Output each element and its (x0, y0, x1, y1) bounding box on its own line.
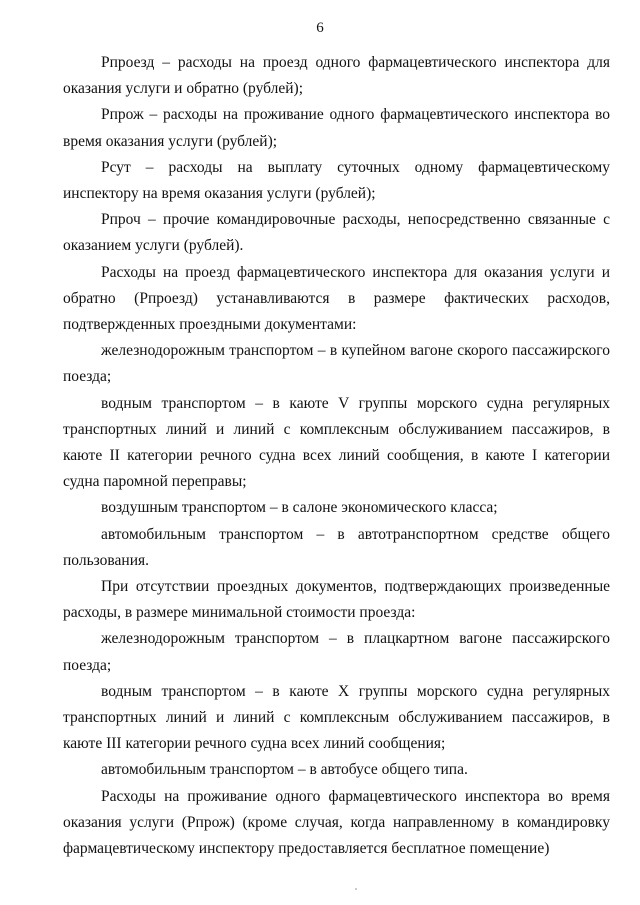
document-body (63, 50, 610, 862)
paragraph-bus-transport: автомобильным транспортом – в автобусе общего типа. (101, 761, 468, 779)
scan-speck (355, 888, 357, 890)
paragraph-water-transport-minimal: водным транспортом – в каюте X группы морского судна регулярных транспортных линий и линий с комплексным обслуживанием пассажиров, в каюте III категории речного судна всех линий сообщения; (63, 682, 610, 753)
paragraph-water-transport: водным транспортом – в каюте V группы морского судна регулярных транспортных линий и линий с комплексным обслуживанием пассажиров, в каюте II категории речного судна всех линий сообщения, в каюте I категории судна паромной переправы; (63, 394, 610, 491)
paragraph-rail-reserved-seat: железнодорожным транспортом – в плацкартном вагоне пассажирского поезда; (63, 630, 610, 674)
paragraph-rail-compartment: железнодорожным транспортом – в купейном вагоне скорого пассажирского поезда; (63, 342, 610, 386)
paragraph-rprozh-definition: Рпрож – расходы на проживание одного фармацевтического инспектора во время оказания услуги (рублей); (63, 106, 610, 150)
paragraph-accommodation-expenses: Расходы на проживание одного фармацевтического инспектора во время оказания услуги (Рпрож) (кроме случая, когда направленному в командировку фармацевтическому инспектору предоставляется бесплатное помещение) (63, 787, 610, 858)
paragraph-travel-expenses: Расходы на проезд фармацевтического инспектора для оказания услуги и обратно (Рпроезд) устанавливаются в размере фактических расходов, подтвержденных проездными документами: (63, 263, 610, 334)
paragraph-air-transport: воздушным транспортом – в салоне экономического класса; (101, 499, 498, 517)
paragraph-rsut-definition: Рсут – расходы на выплату суточных одному фармацевтическому инспектору на время оказания услуги (рублей); (63, 158, 610, 203)
page-number: 6 (316, 20, 324, 36)
paragraph-no-documents: При отсутствии проездных документов, подтверждающих произведенные расходы, в размере минимальной стоимости проезда: (63, 578, 610, 622)
paragraph-rproch-definition: Рпроч – прочие командировочные расходы, непосредственно связанные с оказанием услуги (рублей). (63, 211, 610, 255)
paragraph-road-transport: автомобильным транспортом – в автотранспортном средстве общего пользования. (63, 525, 610, 569)
paragraph-rproezd-definition: Рпроезд – расходы на проезд одного фармацевтического инспектора для оказания услуги и обратно (рублей); (63, 54, 610, 98)
